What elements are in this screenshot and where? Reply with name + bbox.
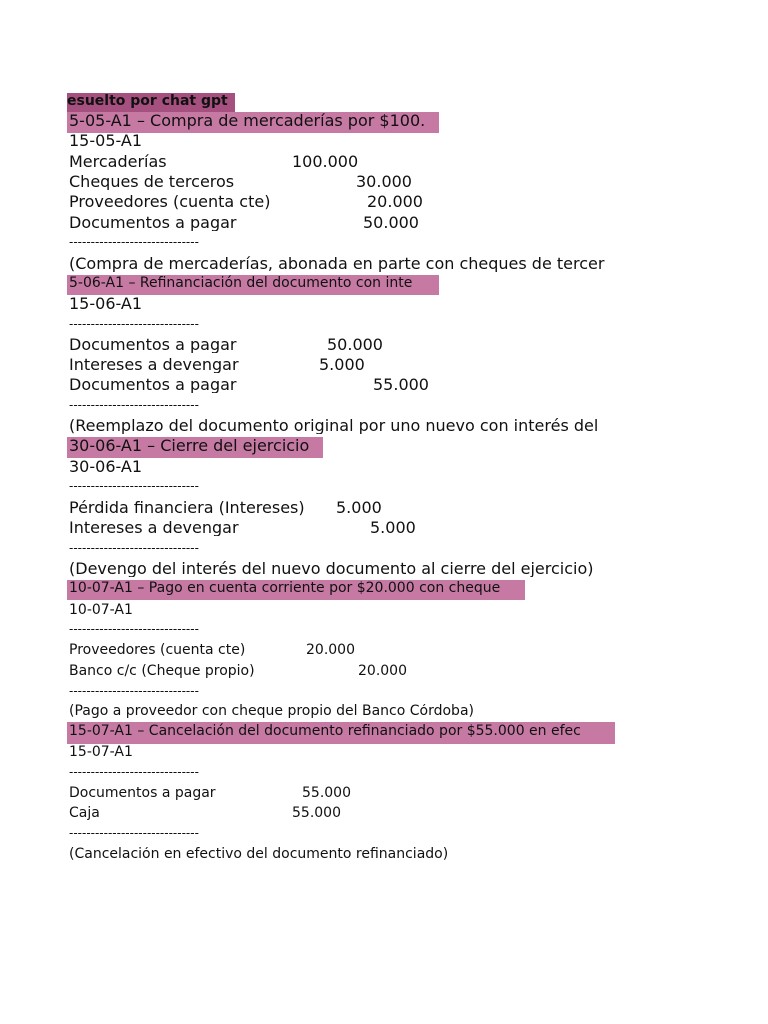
entry-note: (Reemplazo del documento original por uno nuevo con interés del <box>69 418 599 434</box>
separator-line: ------------------------------ <box>69 480 199 492</box>
entry-amount: 20.000 <box>367 192 423 211</box>
entry-date: 15-06-A1 <box>69 296 143 312</box>
entry-amount: 20.000 <box>358 663 407 679</box>
entry-amount: 5.000 <box>370 518 416 537</box>
entry-account: Documentos a pagar <box>69 786 216 800</box>
entry-account: Proveedores (cuenta cte) <box>69 194 271 210</box>
document-title: esuelto por chat gpt <box>67 93 235 112</box>
separator-line: ------------------------------ <box>69 766 199 778</box>
separator-line: ------------------------------ <box>69 318 199 330</box>
entry-note: (Devengo del interés del nuevo documento al cierre del ejercicio) <box>69 561 594 577</box>
entry-account: Proveedores (cuenta cte) <box>69 643 246 657</box>
entry-amount: 55.000 <box>373 375 429 394</box>
entry-amount: 55.000 <box>292 805 341 821</box>
entry-amount: 50.000 <box>363 213 419 232</box>
entry-note: (Compra de mercaderías, abonada en parte con cheques de tercer <box>69 256 605 272</box>
entry-account: Documentos a pagar <box>69 215 237 231</box>
entry-heading: 5-05-A1 – Compra de mercaderías por $100. <box>67 112 439 133</box>
entry-amount: 100.000 <box>292 152 359 171</box>
entry-heading: 5-06-A1 – Refinanciación del documento con inte <box>67 275 439 295</box>
entry-account: Cheques de terceros <box>69 174 235 190</box>
entry-heading: 15-07-A1 – Cancelación del documento refinanciado por $55.000 en efec <box>67 722 615 744</box>
entry-date: 15-07-A1 <box>69 745 133 759</box>
separator-line: ------------------------------ <box>69 542 199 554</box>
entry-amount: 5.000 <box>319 355 365 374</box>
entry-amount: 55.000 <box>302 785 351 801</box>
entry-amount: 5.000 <box>336 498 382 517</box>
entry-account: Documentos a pagar <box>69 377 237 393</box>
entry-amount: 30.000 <box>356 172 412 191</box>
separator-line: ------------------------------ <box>69 399 199 411</box>
separator-line: ------------------------------ <box>69 827 199 839</box>
entry-account: Mercaderías <box>69 154 167 170</box>
entry-account: Banco c/c (Cheque propio) <box>69 664 255 678</box>
separator-line: ------------------------------ <box>69 236 199 248</box>
entry-date: 10-07-A1 <box>69 603 133 617</box>
separator-line: ------------------------------ <box>69 623 199 635</box>
entry-date: 15-05-A1 <box>69 133 143 149</box>
entry-note: (Cancelación en efectivo del documento refinanciado) <box>69 847 449 861</box>
entry-amount: 50.000 <box>327 335 383 354</box>
entry-note: (Pago a proveedor con cheque propio del Banco Córdoba) <box>69 704 474 718</box>
entry-account: Caja <box>69 806 100 820</box>
entry-heading: 30-06-A1 – Cierre del ejercicio <box>67 437 323 458</box>
separator-line: ------------------------------ <box>69 685 199 697</box>
entry-account: Pérdida financiera (Intereses) <box>69 500 305 516</box>
entry-heading: 10-07-A1 – Pago en cuenta corriente por $20.000 con cheque <box>67 580 525 600</box>
entry-account: Intereses a devengar <box>69 520 239 536</box>
entry-amount: 20.000 <box>306 642 355 658</box>
entry-date: 30-06-A1 <box>69 459 143 475</box>
entry-account: Intereses a devengar <box>69 357 239 373</box>
entry-account: Documentos a pagar <box>69 337 237 353</box>
